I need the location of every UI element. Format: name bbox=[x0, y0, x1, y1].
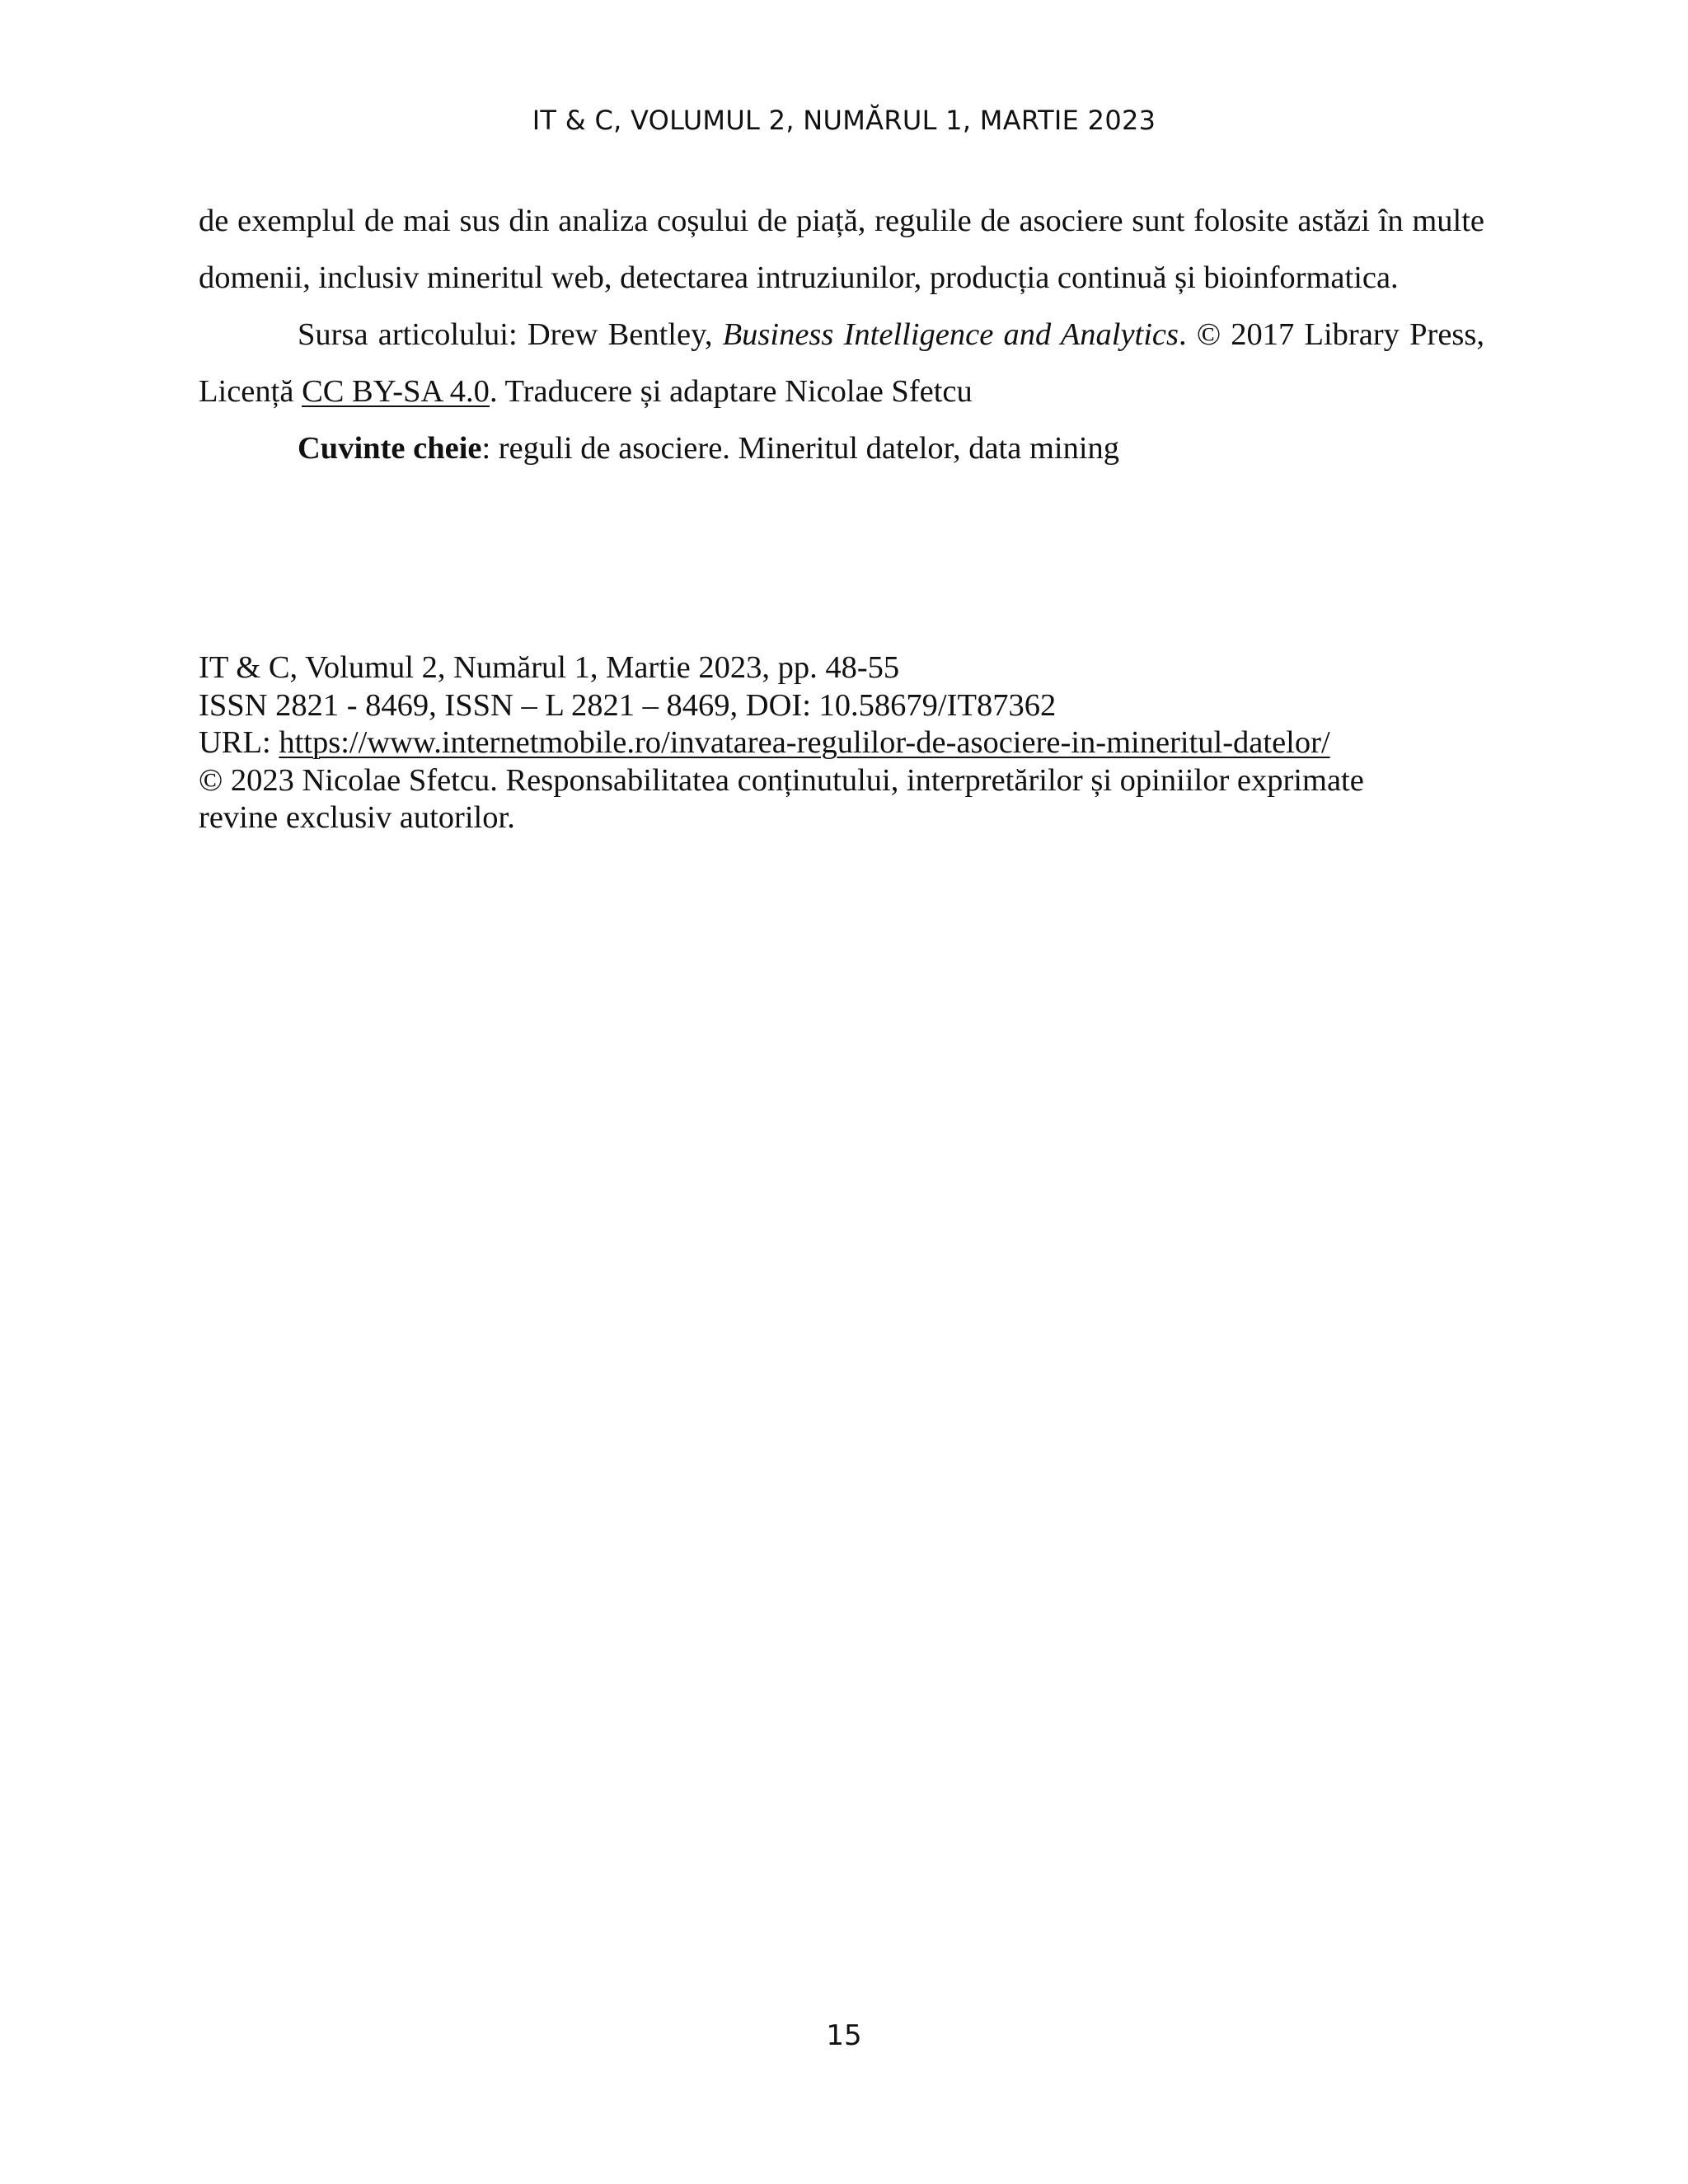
article-url-link[interactable]: https://www.internetmobile.ro/invatarea-regulilor-de-asociere-in-mineritul-datelor/ bbox=[279, 725, 1330, 760]
article-body bbox=[199, 193, 1484, 477]
citation-url-line bbox=[199, 724, 1517, 762]
source-suffix: . Traducere și adaptare Nicolae Sfetcu bbox=[489, 374, 973, 409]
source-book-title: Business Intelligence and Analytics bbox=[722, 317, 1179, 352]
citation-journal: IT & C, Volumul 2, Numărul 1, Martie 2023, pp. 48-55 bbox=[199, 650, 900, 685]
license-link[interactable]: CC BY-SA 4.0 bbox=[302, 374, 490, 409]
source-middle: . © 2017 Library Press, Licență bbox=[199, 317, 1484, 409]
running-header: IT & C, VOLUMUL 2, NUMĂRUL 1, MARTIE 2023 bbox=[532, 105, 1156, 136]
citation-copyright-cont: revine exclusiv autorilor. bbox=[199, 800, 515, 835]
paragraph-source bbox=[199, 307, 1484, 420]
citation-block bbox=[199, 649, 1517, 837]
citation-issn-doi: ISSN 2821 - 8469, ISSN – L 2821 – 8469, DOI: 10.58679/IT87362 bbox=[199, 687, 1057, 723]
source-prefix: Sursa articolului: Drew Bentley, bbox=[298, 317, 723, 352]
keywords-text: : reguli de asociere. Mineritul datelor, data mining bbox=[481, 431, 1120, 466]
paragraph-keywords bbox=[199, 420, 1484, 477]
paragraph-association-rules: de exemplul de mai sus din analiza coșului de piață, regulile de asociere sunt folosite astăzi în multe domenii, inclusiv mineritul web, detectarea intruziunilor, producția continuă și bioinformatica. bbox=[199, 204, 1484, 295]
page-number: 15 bbox=[826, 2019, 862, 2052]
citation-copyright: © 2023 Nicolae Sfetcu. Responsabilitatea conținutului, interpretărilor și opiniilor exprimate bbox=[199, 762, 1364, 798]
keywords-label: Cuvinte cheie bbox=[298, 431, 482, 466]
url-label: URL: bbox=[199, 725, 279, 760]
